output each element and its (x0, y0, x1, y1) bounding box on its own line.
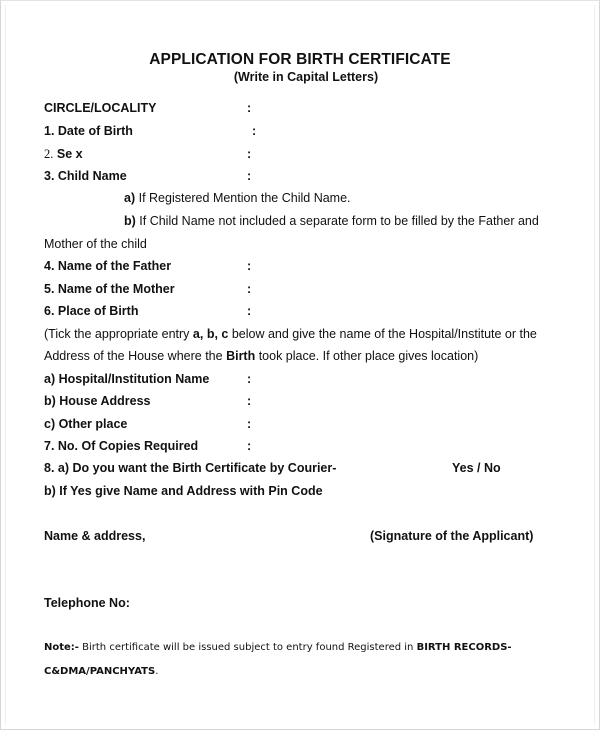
field-colon: : (247, 304, 252, 318)
courier-followup: b) If Yes give Name and Address with Pin Code (44, 484, 323, 498)
field-colon: : (247, 259, 252, 273)
field-sex-label: Se x (56, 147, 83, 161)
field-colon: : (247, 439, 252, 453)
field-colon: : (247, 394, 252, 408)
note-b-text: If Child Name not included a separate form to be filled by the Father and (135, 214, 539, 228)
note-prefix: Note:- (44, 642, 79, 653)
courier-yes-no-options: Yes / No (452, 461, 501, 475)
instruction-text: (Tick the appropriate entry (44, 327, 193, 341)
telephone-label: Telephone No: (44, 596, 130, 610)
note-text: Birth certificate will be issued subject to entry found Registered in (78, 642, 417, 653)
field-colon: : (247, 147, 252, 161)
field-circle-locality: CIRCLE/LOCALITY (44, 101, 157, 115)
field-colon: : (247, 372, 252, 386)
field-sex-number: 2. (44, 147, 54, 161)
place-instruction-line-1 (44, 327, 537, 341)
courier-question: 8. a) Do you want the Birth Certificate by Courier- (44, 461, 337, 475)
field-place-of-birth: 6. Place of Birth (44, 304, 139, 318)
document-title: APPLICATION FOR BIRTH CERTIFICATE (149, 51, 451, 68)
instruction-bold-birth: Birth (226, 349, 256, 363)
child-name-note-b (124, 214, 539, 228)
note-authority: C&DMA/PANCHYATS (44, 666, 156, 677)
field-sex (44, 147, 83, 162)
field-colon: : (247, 169, 252, 183)
note-b-marker: b) (124, 214, 136, 228)
child-name-note-b-continued: Mother of the child (44, 237, 147, 251)
field-child-name: 3. Child Name (44, 169, 127, 183)
note-period: . (155, 666, 159, 677)
instruction-text: Address of the House where the (44, 349, 227, 363)
instruction-text: below and give the name of the Hospital/Institute or the (228, 327, 537, 341)
note-a-text: If Registered Mention the Child Name. (135, 191, 351, 205)
field-colon: : (247, 417, 252, 431)
child-name-note-a (124, 191, 351, 205)
note-birth-records: BIRTH RECORDS- (416, 642, 512, 653)
name-address-label: Name & address, (44, 529, 146, 543)
field-colon: : (247, 282, 252, 296)
field-colon: : (252, 124, 257, 138)
signature-label: (Signature of the Applicant) (370, 529, 534, 543)
instruction-bold-entries: a, b, c (192, 327, 229, 341)
field-father-name: 4. Name of the Father (44, 259, 172, 273)
field-other-place: c) Other place (44, 417, 128, 431)
document-subtitle: (Write in Capital Letters) (233, 70, 379, 84)
instruction-text: took place. If other place gives location) (255, 349, 479, 363)
field-copies-required: 7. No. Of Copies Required (44, 439, 199, 453)
field-mother-name: 5. Name of the Mother (44, 282, 175, 296)
field-house-address: b) House Address (44, 394, 151, 408)
note-line-2 (44, 666, 158, 677)
field-colon: : (247, 101, 252, 115)
place-instruction-line-2 (44, 349, 478, 363)
note-a-marker: a) (124, 191, 136, 205)
field-date-of-birth: 1. Date of Birth (44, 124, 133, 138)
note-line-1 (44, 642, 512, 653)
field-hospital-name: a) Hospital/Institution Name (44, 372, 210, 386)
